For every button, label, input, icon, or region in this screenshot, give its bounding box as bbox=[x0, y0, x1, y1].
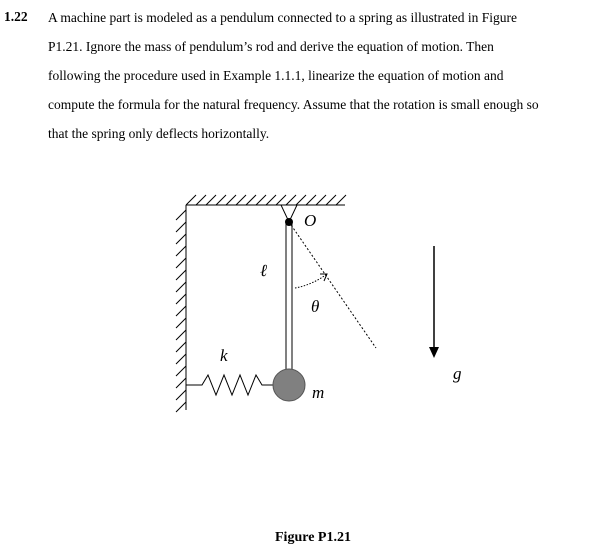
stiffness-label: k bbox=[220, 346, 228, 365]
problem-text-line-1: A machine part is modeled as a pendulum connected to a spring as illustrated in Figure bbox=[48, 10, 518, 25]
pivot-label: O bbox=[304, 211, 317, 230]
mass-label: m bbox=[312, 383, 325, 402]
gravity-arrowhead bbox=[429, 347, 439, 358]
problem-text-line-3: following the procedure used in Example 1.1.1, linearize the equation of motion and bbox=[48, 68, 504, 83]
figure-caption: Figure P1.21 bbox=[275, 530, 351, 545]
problem-number: 1.22 bbox=[4, 9, 28, 24]
pendulum-rod bbox=[286, 222, 292, 372]
spring bbox=[186, 375, 274, 395]
displaced-position-line bbox=[289, 222, 376, 348]
ceiling-hatching bbox=[186, 195, 346, 205]
gravity-label: g bbox=[453, 364, 462, 383]
length-label: ℓ bbox=[260, 261, 268, 280]
problem-text-line-2: P1.21. Ignore the mass of pendulum’s rod and derive the equation of motion. Then bbox=[48, 39, 494, 54]
pendulum-bob bbox=[273, 369, 305, 401]
angle-label: θ bbox=[311, 297, 320, 316]
angle-arc bbox=[295, 274, 327, 288]
problem-text-line-5: that the spring only deflects horizontally. bbox=[48, 126, 270, 141]
wall-hatching bbox=[176, 210, 186, 412]
problem-text-line-4: compute the formula for the natural frequency. Assume that the rotation is small enough so bbox=[48, 97, 539, 112]
